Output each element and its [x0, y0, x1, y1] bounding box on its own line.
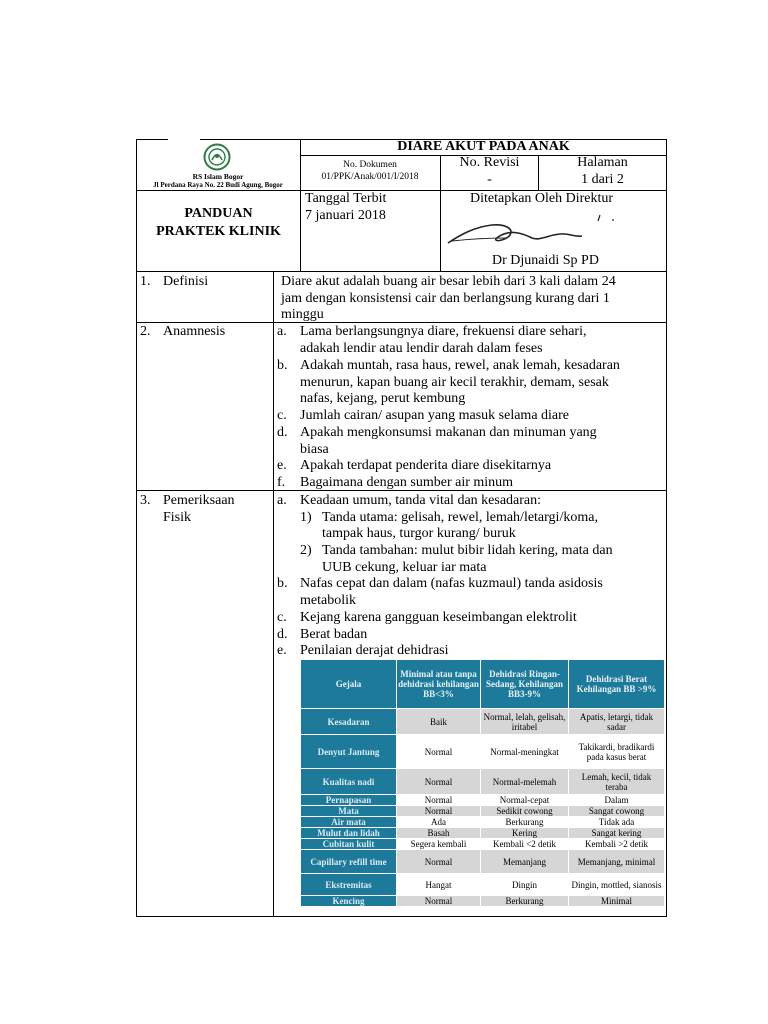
symptom-cell: Denyut Jantung [301, 735, 397, 769]
symptom-cell: Air mata [301, 817, 397, 828]
list-item-text: metabolik [300, 593, 356, 608]
list-item-text: Apakah terdapat penderita diare disekitarnya [300, 458, 552, 473]
table-cell: Segera kembali [397, 839, 481, 850]
sub-item-text: UUB cekung, keluar iar mata [322, 560, 487, 575]
table-cell: Sedikit cowong [481, 806, 569, 817]
table-cell: Ada [397, 817, 481, 828]
section-number: 3. [140, 493, 151, 508]
table-cell: Normal [397, 850, 481, 874]
list-item-text: Apakah mengkonsumsi makanan dan minuman yang [300, 425, 597, 440]
sub-item-label: 2) [300, 543, 312, 558]
table-cell: Kembali >2 detik [569, 839, 665, 850]
list-item-text: Keadaan umum, tanda vital dan kesadaran: [300, 493, 542, 508]
list-item-text: Bagaimana dengan sumber air minum [300, 475, 514, 490]
list-item-label: d. [277, 627, 288, 642]
table-cell: Normal [397, 735, 481, 769]
list-item-label: a. [277, 324, 287, 339]
table-row [301, 817, 665, 828]
list-item-label: d. [277, 425, 288, 440]
definisi-line: jam dengan konsistensi cair dan berlangsung kurang dari 1 [281, 291, 610, 306]
table-cell: Normal [397, 896, 481, 907]
section-title: Fisik [163, 510, 192, 525]
list-item-text: Lama berlangsungnya diare, frekuensi diare sehari, [300, 324, 587, 339]
header-cell: Dehidrasi Berat Kehilangan BB >9% [569, 660, 665, 709]
table-cell: Memanjang [481, 850, 569, 874]
section-title: Pemeriksaan [163, 493, 235, 508]
table-cell: Baik [397, 709, 481, 735]
table-cell: Basah [397, 828, 481, 839]
table-row [301, 709, 665, 735]
dehydration-table [300, 659, 665, 907]
table-cell: Dingin, mottled, sianosis [569, 874, 665, 896]
table-cell: Normal [397, 769, 481, 795]
sub-item-text: Tanda utama: gelisah, rewel, lemah/letargi/koma, [322, 510, 598, 525]
symptom-cell: Kesadaran [301, 709, 397, 735]
section-title: Anamnesis [163, 324, 226, 339]
sub-item-text: tampak haus, turgor kurang/ buruk [322, 526, 516, 541]
no-revisi-label: No. Revisi [459, 155, 520, 170]
panduan-title-line2: PRAKTEK KLINIK [156, 224, 281, 239]
header-cell: Minimal atau tanpa dehidrasi kehilangan BB<3% [397, 660, 481, 709]
list-item-text: Penilaian derajat dehidrasi [300, 643, 449, 658]
tanggal-terbit-label: Tanggal Terbit [305, 191, 387, 206]
hospital-address: Jl Perdana Raya No. 22 Budi Agung, Bogor [153, 181, 283, 189]
list-item-text: Nafas cepat dan dalam (nafas kuzmaul) tanda asidosis [300, 576, 603, 591]
table-cell: Sangat cowong [569, 806, 665, 817]
table-row [301, 850, 665, 874]
list-item-text: biasa [300, 442, 329, 457]
symptom-cell: Kualitas nadi [301, 769, 397, 795]
table-header-row [301, 660, 665, 709]
table-row [301, 795, 665, 806]
table-cell: Lemah, kecil, tidak teraba [569, 769, 665, 795]
sub-item-label: 1) [300, 510, 312, 525]
table-row [301, 896, 665, 907]
panduan-title-line1: PANDUAN [184, 206, 253, 221]
table-cell: Dalam [569, 795, 665, 806]
table-cell: Takikardi, bradikardi pada kasus berat [569, 735, 665, 769]
section-title: Definisi [163, 274, 209, 289]
hospital-name: RS Islam Bogor [192, 172, 244, 181]
table-cell: Normal, lelah, gelisah, iritabel [481, 709, 569, 735]
section-number: 2. [140, 324, 151, 339]
table-cell: Normal-cepat [481, 795, 569, 806]
halaman-label: Halaman [577, 155, 628, 170]
document-title: DIARE AKUT PADA ANAK [397, 139, 570, 154]
hospital-logo-icon [203, 143, 231, 171]
director-signature [440, 205, 640, 255]
symptom-cell: Kencing [301, 896, 397, 907]
halaman-value: 1 dari 2 [581, 172, 624, 187]
section-number: 1. [140, 274, 151, 289]
table-cell: Minimal [569, 896, 665, 907]
table-row [301, 806, 665, 817]
no-dokumen-value: 01/PPK/Anak/001/I/2018 [321, 172, 419, 182]
list-item-text: Adakah muntah, rasa haus, rewel, anak lemah, kesadaran [300, 358, 620, 373]
table-cell: Berkurang [481, 817, 569, 828]
table-row [301, 874, 665, 896]
list-item-label: e. [277, 458, 287, 473]
table-cell: Normal [397, 795, 481, 806]
table-cell: Kembali <2 detik [481, 839, 569, 850]
list-item-label: b. [277, 358, 288, 373]
table-cell: Sangat kering [569, 828, 665, 839]
symptom-cell: Mata [301, 806, 397, 817]
table-cell: Normal-melemah [481, 769, 569, 795]
table-row [301, 828, 665, 839]
table-row [301, 839, 665, 850]
list-item-text: Kejang karena gangguan keseimbangan elektrolit [300, 610, 577, 625]
director-name: Dr Djunaidi Sp PD [492, 253, 599, 268]
symptom-cell: Pernapasan [301, 795, 397, 806]
header-cell: Gejala [301, 660, 397, 709]
list-item-text: nafas, kejang, perut kembung [300, 391, 466, 406]
table-cell: Berkurang [481, 896, 569, 907]
list-item-label: a. [277, 493, 287, 508]
list-item-label: e. [277, 643, 287, 658]
list-item-label: c. [277, 610, 287, 625]
table-cell: Hangat [397, 874, 481, 896]
no-revisi-value: - [487, 172, 492, 187]
sub-item-text: Tanda tambahan: mulut bibir lidah kering, mata dan [322, 543, 613, 558]
symptom-cell: Ekstremitas [301, 874, 397, 896]
list-item-label: c. [277, 408, 287, 423]
header-cell: Dehidrasi Ringan-Sedang, Kehilangan BB3-9% [481, 660, 569, 709]
list-item-label: b. [277, 576, 288, 591]
table-cell: Kering [481, 828, 569, 839]
list-item-label: f. [277, 475, 286, 490]
symptom-cell: Capillary refill time [301, 850, 397, 874]
symptom-cell: Mulut dan lidah [301, 828, 397, 839]
definisi-line: Diare akut adalah buang air besar lebih dari 3 kali dalam 24 [281, 274, 616, 289]
table-cell: Memanjang, minimal [569, 850, 665, 874]
table-cell: Tidak ada [569, 817, 665, 828]
symptom-cell: Cubitan kulit [301, 839, 397, 850]
table-cell: Normal-meningkat [481, 735, 569, 769]
list-item-text: Berat badan [300, 627, 368, 642]
tanggal-terbit-value: 7 januari 2018 [305, 208, 386, 223]
list-item-text: adakah lendir atau lendir darah dalam feses [300, 341, 543, 356]
table-row [301, 769, 665, 795]
table-cell: Normal [397, 806, 481, 817]
table-cell: Dingin [481, 874, 569, 896]
no-dokumen-label: No. Dokumen [343, 160, 397, 170]
ditetapkan-label: Ditetapkan Oleh Direktur [470, 191, 614, 206]
table-row [301, 735, 665, 769]
list-item-text: Jumlah cairan/ asupan yang masuk selama diare [300, 408, 570, 423]
table-cell: Apatis, letargi, tidak sadar [569, 709, 665, 735]
definisi-line: minggu [281, 307, 324, 322]
list-item-text: menurun, kapan buang air kecil terakhir, demam, sesak [300, 375, 609, 390]
